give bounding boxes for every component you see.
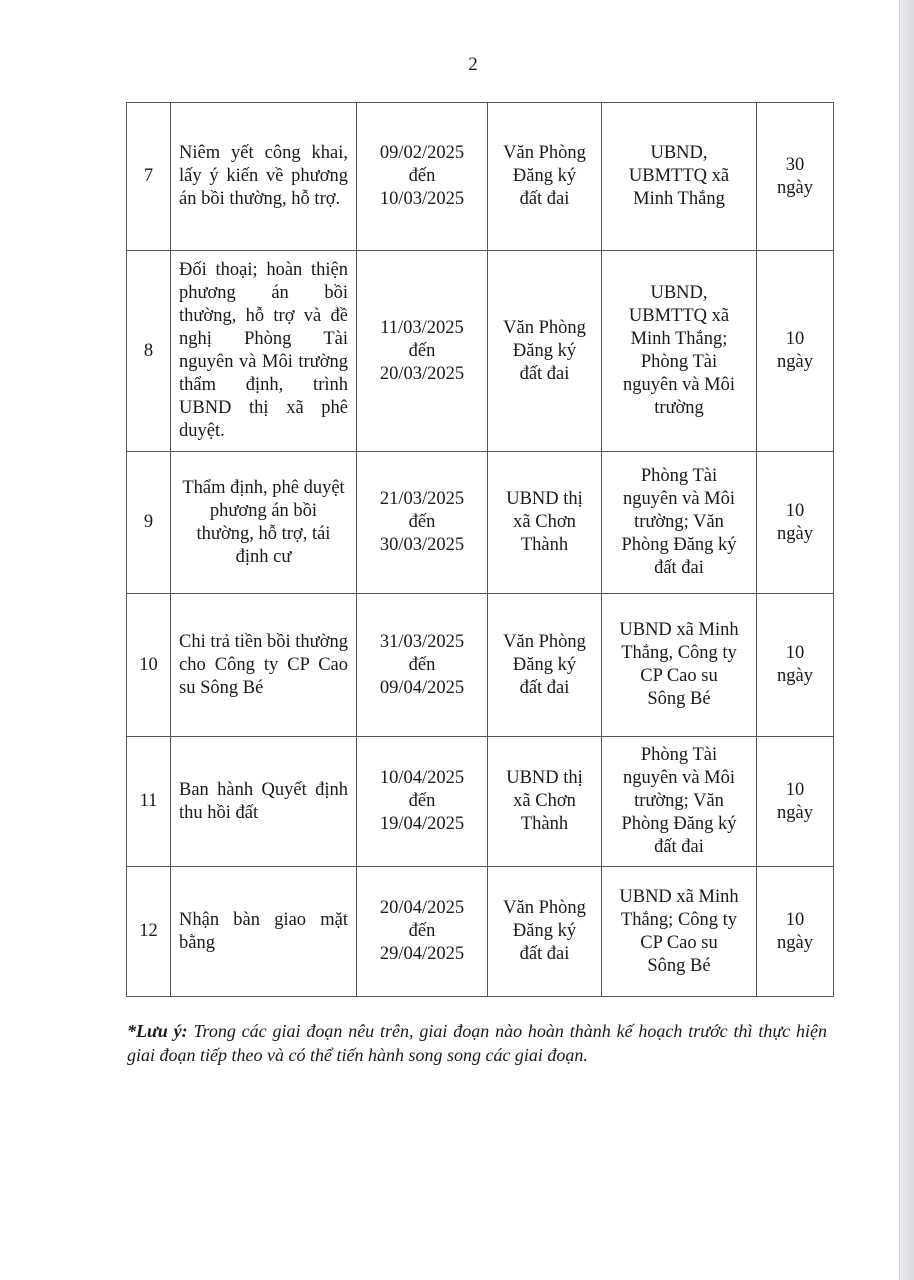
row-number: 7 bbox=[127, 103, 171, 251]
task-cell bbox=[171, 867, 357, 997]
unit-line: Văn Phòng bbox=[503, 898, 586, 918]
unit-cell bbox=[488, 103, 602, 251]
coop-line: Sông Bé bbox=[647, 955, 711, 976]
footnote-text: Trong các giai đoạn nêu trên, giai đoạn nào hoàn thành kế hoạch trước thì thực hiện giai đoạn tiếp theo và có thể tiến hành song song các giai đoạn. bbox=[127, 1021, 828, 1065]
duration-value: 10 bbox=[785, 779, 805, 800]
unit-cell bbox=[488, 737, 602, 867]
unit-line: Đăng ký bbox=[512, 654, 577, 675]
end-date: 19/04/2025 bbox=[379, 814, 465, 834]
duration-cell bbox=[757, 251, 834, 452]
table-row bbox=[127, 737, 834, 867]
task-cell bbox=[171, 103, 357, 251]
time-cell bbox=[357, 103, 488, 251]
duration-unit: ngày bbox=[777, 523, 813, 544]
footnote-label: *Lưu ý: bbox=[127, 1021, 188, 1041]
schedule-table bbox=[126, 102, 834, 997]
footnote bbox=[127, 1019, 827, 1067]
coop-line: UBND xã Minh bbox=[619, 620, 739, 640]
unit-cell bbox=[488, 251, 602, 452]
coop-line: trường bbox=[654, 398, 704, 418]
start-date: 20/04/2025 bbox=[379, 898, 465, 918]
row-number: 12 bbox=[127, 867, 171, 997]
task-text: Chi trả tiền bồi thường cho Công ty CP Cao su Sông Bé bbox=[179, 631, 348, 698]
table-row bbox=[127, 251, 834, 452]
duration-unit: ngày bbox=[777, 932, 813, 953]
unit-cell bbox=[488, 594, 602, 737]
duration-value: 10 bbox=[785, 909, 805, 930]
unit-line: đất đai bbox=[519, 363, 570, 384]
unit-line: Văn Phòng bbox=[503, 317, 586, 338]
coop-line: trường; Văn bbox=[634, 512, 724, 532]
start-date: 09/02/2025 bbox=[379, 143, 465, 163]
time-cell bbox=[357, 737, 488, 867]
date-separator: đến bbox=[408, 340, 436, 361]
unit-line: xã Chơn bbox=[513, 791, 576, 811]
coop-cell bbox=[602, 594, 757, 737]
unit-line: Đăng ký bbox=[512, 921, 577, 941]
duration-cell bbox=[757, 594, 834, 737]
duration-cell bbox=[757, 867, 834, 997]
coop-line: Sông Bé bbox=[647, 689, 711, 709]
unit-line: UBND thị bbox=[506, 768, 583, 788]
unit-cell bbox=[488, 452, 602, 594]
table-row bbox=[127, 594, 834, 737]
coop-line: đất đai bbox=[654, 558, 704, 578]
coop-line: nguyên và Môi bbox=[622, 375, 735, 395]
duration-cell bbox=[757, 737, 834, 867]
duration-value: 10 bbox=[785, 500, 805, 521]
coop-line: UBND, bbox=[650, 143, 708, 163]
coop-line: Phòng Tài bbox=[640, 466, 718, 486]
end-date: 20/03/2025 bbox=[379, 363, 465, 384]
coop-line: UBMTTQ xã bbox=[628, 166, 730, 186]
start-date: 21/03/2025 bbox=[379, 489, 465, 509]
duration-unit: ngày bbox=[777, 802, 813, 823]
unit-line: Văn Phòng bbox=[503, 631, 586, 652]
duration-unit: ngày bbox=[777, 177, 813, 198]
coop-line: Minh Thắng bbox=[633, 189, 725, 209]
end-date: 10/03/2025 bbox=[379, 189, 465, 209]
duration-cell bbox=[757, 452, 834, 594]
duration-unit: ngày bbox=[777, 352, 813, 372]
date-separator: đến bbox=[408, 512, 436, 532]
end-date: 30/03/2025 bbox=[379, 535, 465, 555]
row-number: 10 bbox=[127, 594, 171, 737]
table-row bbox=[127, 867, 834, 997]
start-date: 10/04/2025 bbox=[379, 768, 465, 788]
coop-cell bbox=[602, 452, 757, 594]
task-text: Niêm yết công khai, lấy ý kiến về phương án bồi thường, hỗ trợ. bbox=[179, 143, 348, 209]
coop-cell bbox=[602, 867, 757, 997]
coop-line: Minh Thắng; bbox=[630, 329, 728, 349]
coop-line: UBMTTQ xã bbox=[628, 306, 730, 326]
coop-line: Phòng Tài bbox=[640, 745, 718, 765]
start-date: 31/03/2025 bbox=[379, 631, 465, 652]
task-cell bbox=[171, 452, 357, 594]
unit-line: Thành bbox=[520, 814, 569, 834]
start-date: 11/03/2025 bbox=[380, 317, 464, 338]
unit-line: Đăng ký bbox=[512, 340, 577, 361]
task-cell bbox=[171, 594, 357, 737]
coop-line: UBND, bbox=[650, 283, 708, 303]
coop-line: Thắng; Công ty bbox=[620, 909, 738, 930]
table-row bbox=[127, 452, 834, 594]
duration-unit: ngày bbox=[777, 666, 813, 686]
task-cell bbox=[171, 737, 357, 867]
table-row bbox=[127, 103, 834, 251]
coop-cell bbox=[602, 251, 757, 452]
duration-value: 10 bbox=[785, 329, 805, 349]
task-text: Ban hành Quyết định thu hồi đất bbox=[179, 779, 348, 823]
end-date: 09/04/2025 bbox=[379, 677, 465, 698]
coop-line: CP Cao su bbox=[640, 932, 718, 953]
date-separator: đến bbox=[408, 791, 436, 811]
end-date: 29/04/2025 bbox=[379, 944, 465, 964]
task-cell bbox=[171, 251, 357, 452]
unit-line: đất đai bbox=[519, 189, 570, 209]
time-cell bbox=[357, 452, 488, 594]
task-text: Thẩm định, phê duyệt phương án bồi thường, hỗ trợ, tái định cư bbox=[182, 477, 345, 567]
coop-line: nguyên và Môi bbox=[622, 489, 735, 509]
coop-line: Phòng Đăng ký bbox=[621, 535, 737, 555]
unit-line: Đăng ký bbox=[512, 166, 577, 186]
unit-line: đất đai bbox=[519, 677, 570, 698]
date-separator: đến bbox=[408, 654, 436, 675]
coop-line: CP Cao su bbox=[640, 666, 718, 686]
unit-cell bbox=[488, 867, 602, 997]
coop-cell bbox=[602, 103, 757, 251]
time-cell bbox=[357, 251, 488, 452]
coop-line: Phòng Đăng ký bbox=[621, 814, 737, 834]
page-edge bbox=[899, 0, 914, 1280]
date-separator: đến bbox=[408, 921, 436, 941]
unit-line: Thành bbox=[520, 535, 569, 555]
unit-line: đất đai bbox=[519, 944, 570, 964]
coop-line: nguyên và Môi bbox=[622, 768, 735, 788]
coop-line: Phòng Tài bbox=[640, 352, 718, 372]
coop-cell bbox=[602, 737, 757, 867]
row-number: 11 bbox=[127, 737, 171, 867]
page-number: 2 bbox=[468, 54, 478, 75]
task-text: Nhận bàn giao mặt bằng bbox=[179, 909, 348, 953]
task-text: Đối thoại; hoàn thiện phương án bồi thường, hỗ trợ và đề nghị Phòng Tài nguyên và Môi trường thẩm định, trình UBND thị xã phê duyệt. bbox=[179, 260, 348, 441]
coop-line: đất đai bbox=[654, 837, 704, 857]
duration-value: 30 bbox=[785, 154, 805, 175]
coop-line: UBND xã Minh bbox=[619, 886, 739, 907]
coop-line: Thắng, Công ty bbox=[621, 643, 737, 663]
time-cell bbox=[357, 867, 488, 997]
unit-line: UBND thị bbox=[506, 489, 583, 509]
unit-line: xã Chơn bbox=[513, 512, 576, 532]
duration-cell bbox=[757, 103, 834, 251]
row-number: 8 bbox=[127, 251, 171, 452]
row-number: 9 bbox=[127, 452, 171, 594]
date-separator: đến bbox=[408, 166, 436, 186]
unit-line: Văn Phòng bbox=[503, 143, 586, 163]
time-cell bbox=[357, 594, 488, 737]
duration-value: 10 bbox=[785, 643, 805, 663]
coop-line: trường; Văn bbox=[634, 791, 724, 811]
